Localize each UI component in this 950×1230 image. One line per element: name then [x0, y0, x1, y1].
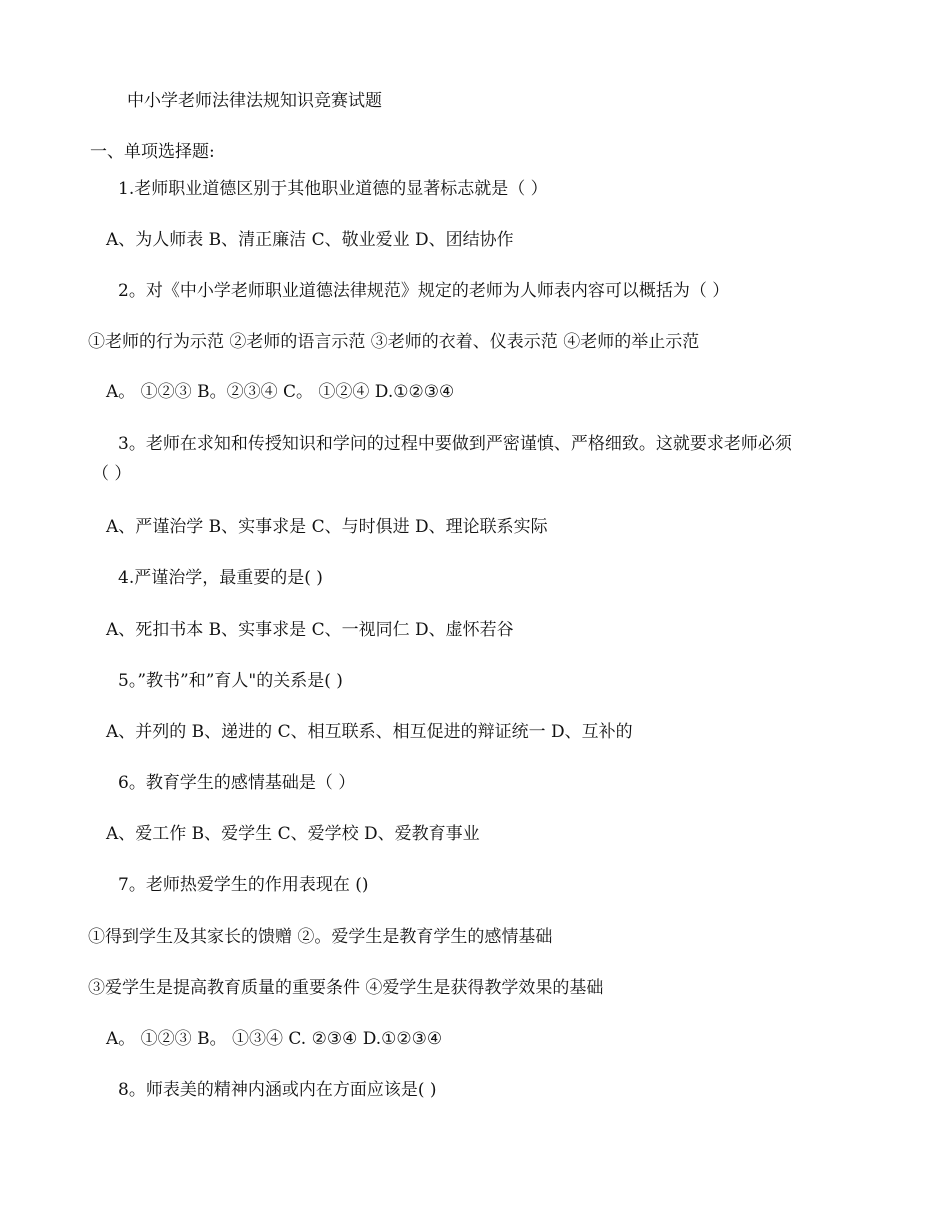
document-title: 中小学老师法律法规知识竞赛试题: [127, 91, 382, 111]
question-7-stem: 7。老师热爱学生的作用表现在 (): [118, 875, 369, 895]
question-4-options: A、死扣书本 B、实事求是 C、一视同仁 D、虚怀若谷: [106, 620, 514, 640]
question-3-stem: 3。老师在求知和传授知识和学问的过程中要做到严密谨慎、严格细致。这就要求老师必须: [118, 434, 792, 454]
question-3-options: A、严谨治学 B、实事求是 C、与时俱进 D、理论联系实际: [106, 517, 548, 537]
section-heading: 一、单项选择题:: [90, 142, 215, 162]
question-7-items-line-1: ①得到学生及其家长的馈赠 ②。爱学生是教育学生的感情基础: [88, 927, 553, 947]
question-2-stem: 2。对《中小学老师职业道德法律规范》规定的老师为人师表内容可以概括为（ ）: [118, 281, 730, 301]
question-5-options: A、并列的 B、递进的 C、相互联系、相互促进的辩证统一 D、互补的: [106, 722, 633, 742]
question-2-options: A。 ①②③ B。②③④ C。 ①②④ D.①②③④: [106, 382, 455, 402]
question-4-stem: 4.严谨治学，最重要的是( ): [118, 568, 323, 588]
question-7-items-line-2: ③爱学生是提高教育质量的重要条件 ④爱学生是获得教学效果的基础: [88, 978, 604, 998]
question-3-stem-tail: （ ）: [92, 464, 132, 484]
question-1-options: A、为人师表 B、清正廉洁 C、敬业爱业 D、团结协作: [106, 230, 514, 250]
question-6-stem: 6。教育学生的感情基础是（ ）: [118, 773, 356, 793]
question-1-stem: 1.老师职业道德区别于其他职业道德的显著标志就是（ ）: [118, 179, 548, 199]
question-2-items: ①老师的行为示范 ②老师的语言示范 ③老师的衣着、仪表示范 ④老师的举止示范: [88, 332, 700, 352]
question-7-options: A。 ①②③ B。 ①③④ C. ②③④ D.①②③④: [106, 1029, 443, 1049]
question-8-stem: 8。师表美的精神内涵或内在方面应该是( ): [118, 1080, 437, 1100]
question-6-options: A、爱工作 B、爱学生 C、爱学校 D、爱教育事业: [106, 824, 480, 844]
question-5-stem: 5。”教书”和”育人"的关系是( ): [118, 671, 343, 691]
